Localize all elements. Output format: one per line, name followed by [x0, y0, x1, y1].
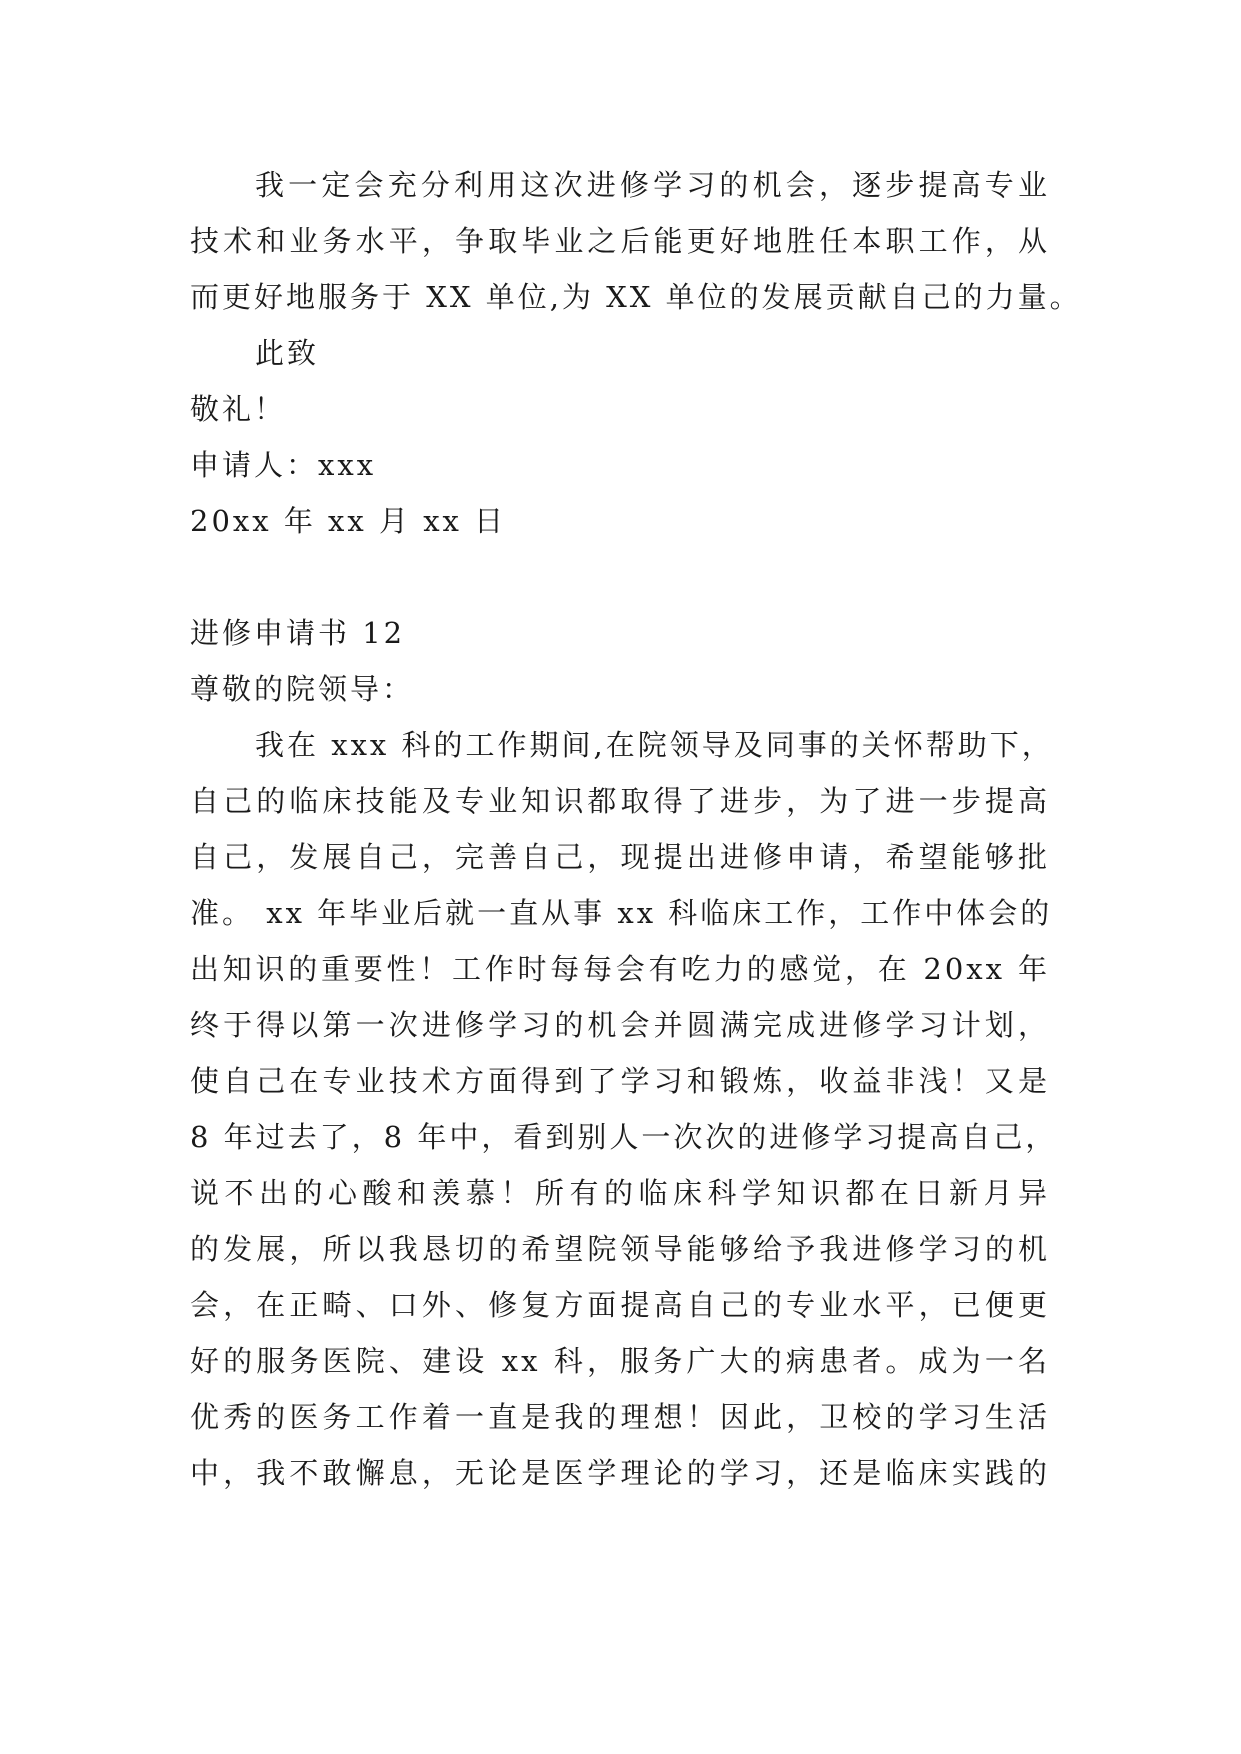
body-line: 准。 xx 年毕业后就一直从事 xx 科临床工作，工作中体会的 — [190, 896, 1053, 930]
body-line: 中，我不敢懈息，无论是医学理论的学习，还是临床实践的 — [190, 1456, 1050, 1490]
closing-phrase: 此致 — [255, 336, 320, 370]
greeting: 尊敬的院领导： — [190, 672, 415, 706]
body-line: 自己，发展自己，完善自己，现提出进修申请，希望能够批 — [190, 840, 1050, 874]
paragraph-line: 我一定会充分利用这次进修学习的机会，逐步提高专业 — [255, 168, 1050, 202]
body-line: 会，在正畸、口外、修复方面提高自己的专业水平，已便更 — [190, 1288, 1050, 1322]
body-line: 出知识的重要性！工作时每每会有吃力的感觉，在 20xx 年 — [190, 952, 1050, 986]
body-line: 自己的临床技能及专业知识都取得了进步，为了进一步提高 — [190, 784, 1050, 818]
body-line: 的发展，所以我恳切的希望院领导能够给予我进修学习的机 — [190, 1232, 1050, 1266]
applicant-line: 申请人：xxx — [190, 448, 377, 482]
document-title: 进修申请书 12 — [190, 616, 406, 650]
body-line: 终于得以第一次进修学习的机会并圆满完成进修学习计划， — [190, 1008, 1050, 1042]
date-line: 20xx 年 xx 月 xx 日 — [190, 504, 507, 538]
body-line: 优秀的医务工作着一直是我的理想！因此，卫校的学习生活 — [190, 1400, 1050, 1434]
paragraph-line: 技术和业务水平，争取毕业之后能更好地胜任本职工作，从 — [190, 224, 1050, 258]
body-line: 我在 xxx 科的工作期间,在院领导及同事的关怀帮助下， — [255, 728, 1054, 762]
body-line: 使自己在专业技术方面得到了学习和锻炼，收益非浅！又是 — [190, 1064, 1050, 1098]
body-line: 说不出的心酸和羡慕！所有的临床科学知识都在日新月异 — [190, 1176, 1050, 1210]
paragraph-line: 而更好地服务于 XX 单位,为 XX 单位的发展贡献自己的力量。 — [190, 280, 1082, 314]
body-line: 好的服务医院、建设 xx 科，服务广大的病患者。成为一名 — [190, 1344, 1050, 1378]
body-line: 8 年过去了，8 年中，看到别人一次次的进修学习提高自己， — [190, 1120, 1058, 1154]
salutation: 敬礼！ — [190, 392, 287, 426]
